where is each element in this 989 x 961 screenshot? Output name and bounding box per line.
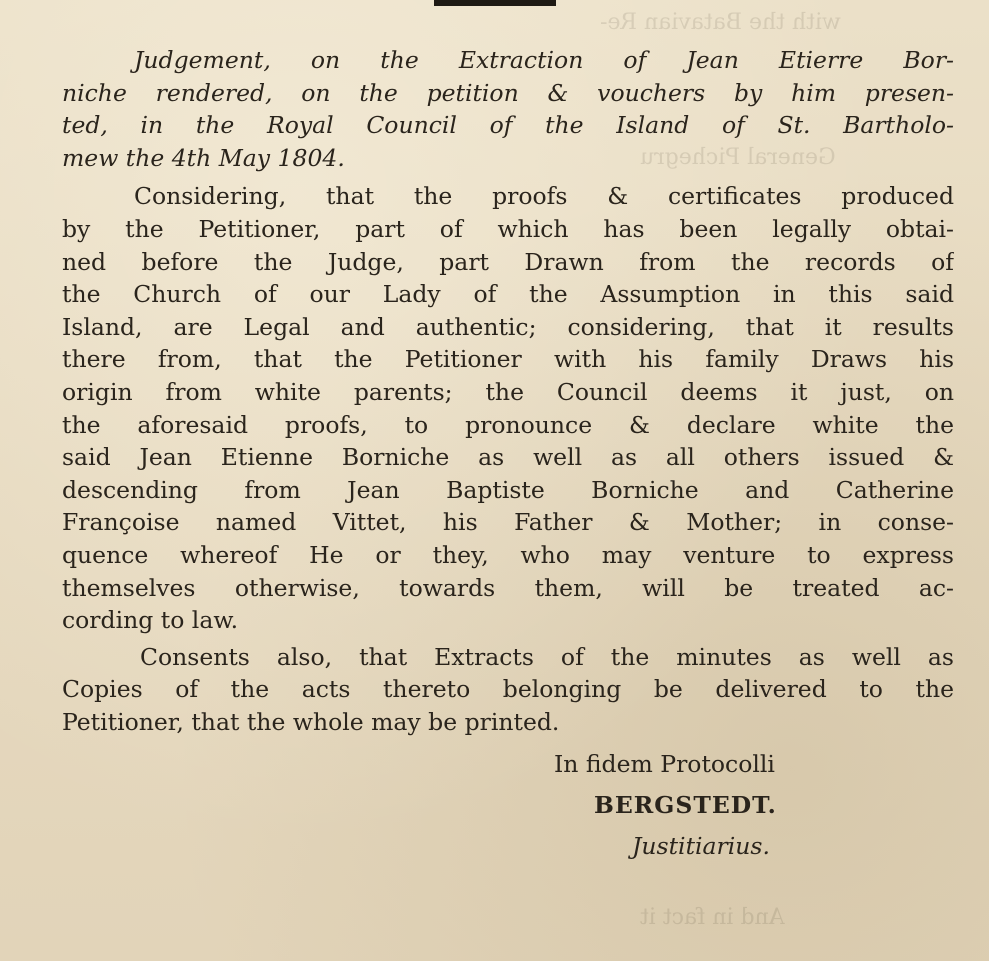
paragraph-considering	[62, 180, 954, 636]
bleed-through-text: with the Batavian Re-	[600, 10, 841, 35]
paragraph-line: Island, are Legal and authentic; considering, that it results	[62, 312, 954, 341]
bleed-through-text: And in fact it	[640, 905, 785, 930]
signatory-title: Justitiarius.	[632, 831, 770, 860]
paragraph-line: Considering, that the proofs & certificates produced	[134, 182, 954, 211]
signatory-name: BERGSTEDT.	[594, 791, 777, 820]
paragraph-line: ned before the Judge, part Drawn from the records of	[62, 247, 954, 276]
paragraph-line: said Jean Etienne Borniche as well as all others issued &	[62, 443, 954, 472]
paragraph-line: Consents also, that Extracts of the minutes as well as	[140, 642, 954, 671]
heading-line: ted, in the Royal Council of the Island of St. Bartholo-	[62, 111, 954, 140]
paragraph-line: origin from white parents; the Council deems it just, on	[62, 377, 954, 406]
signature-block	[62, 748, 954, 862]
paragraph-line: the aforesaid proofs, to pronounce & declare white the	[62, 410, 954, 439]
paragraph-line: the Church of our Lady of the Assumption in this said	[62, 280, 954, 309]
top-rule-divider	[434, 0, 556, 6]
paragraph-line: there from, that the Petitioner with his family Draws his	[62, 345, 954, 374]
paragraph-line: Petitioner, that the whole may be printed.	[62, 707, 560, 736]
article-heading	[62, 44, 954, 174]
heading-line: Judgement, on the Extraction of Jean Etierre Bor-	[134, 46, 954, 74]
heading-line: mew the 4th May 1804.	[62, 143, 345, 172]
paragraph-line: themselves otherwise, towards them, will be treated ac-	[62, 573, 954, 602]
article-body	[62, 44, 954, 862]
paragraph-line: quence whereof He or they, who may venture to express	[62, 540, 954, 569]
paragraph-line: cording to law.	[62, 606, 239, 635]
heading-line: niche rendered, on the petition & vouchers by him presen-	[62, 78, 954, 107]
paragraph-line: Françoise named Vittet, his Father & Mother; in conse-	[62, 508, 954, 537]
paragraph-consents	[62, 641, 954, 739]
signature-formula: In fidem Protocolli	[554, 750, 775, 779]
paragraph-line: by the Petitioner, part of which has been legally obtai-	[62, 214, 954, 243]
bleed-through-text: General Pichegru	[640, 145, 836, 170]
paragraph-line: Copies of the acts thereto belonging be delivered to the	[62, 675, 954, 704]
paragraph-line: descending from Jean Baptiste Borniche and Catherine	[62, 475, 954, 504]
